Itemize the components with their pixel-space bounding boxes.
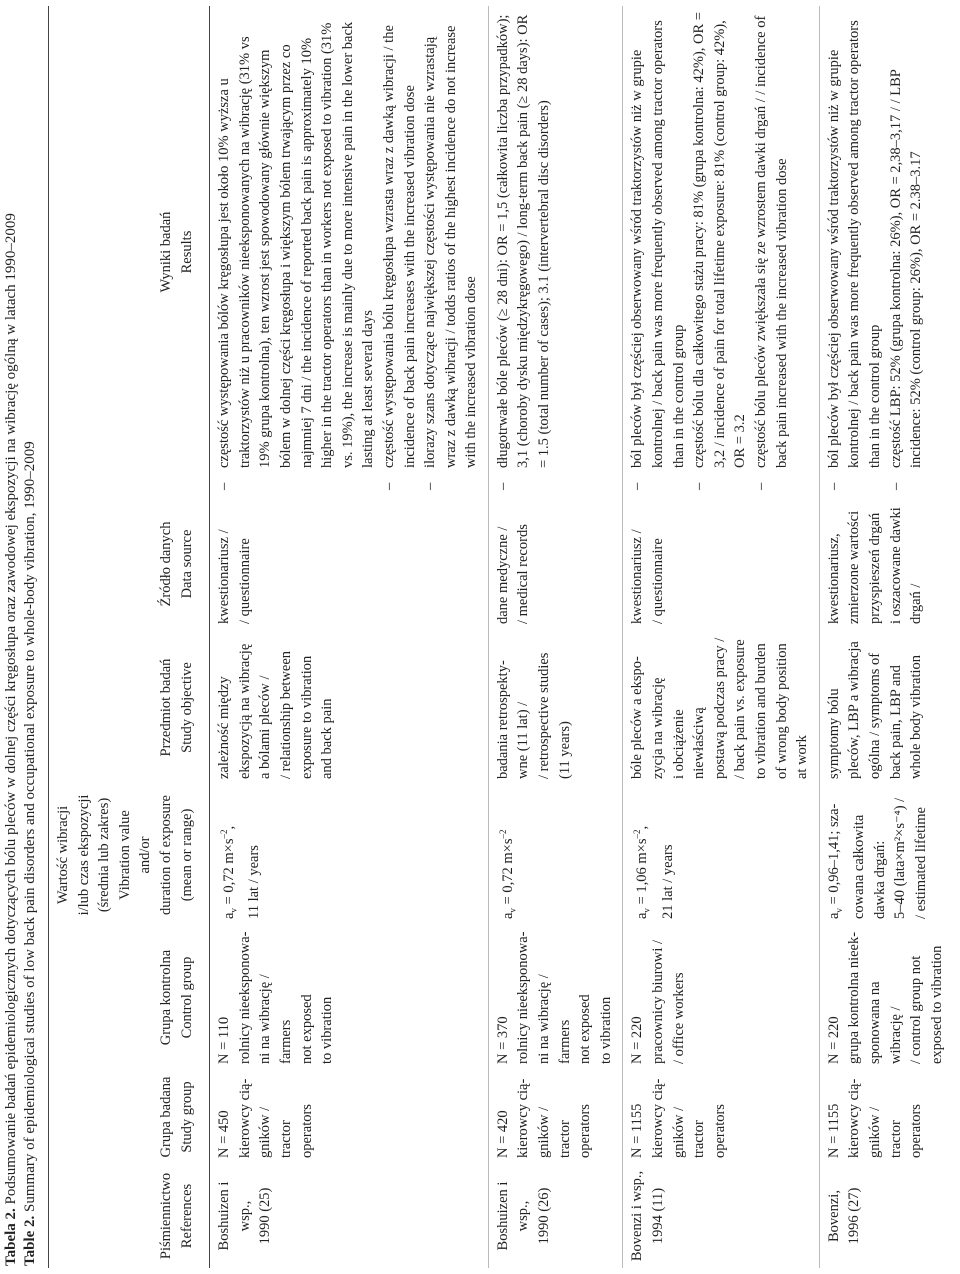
study-group-line: N = 450 — [216, 1110, 233, 1158]
objective-line: and back pain — [319, 698, 336, 779]
control-group-cell — [623, 925, 819, 1070]
table-row — [623, 6, 819, 1268]
objective-cell — [488, 630, 623, 785]
study-group-line: gników / tractor — [536, 1106, 573, 1158]
vibration-subscript: v — [228, 908, 239, 913]
vibration-subscript: v — [833, 908, 844, 913]
header-line: Grupa kontrolna — [157, 949, 174, 1046]
result-item: – częstość występowania bólów kręgosłupa jest około 10% wyższa u traktorzystów niż u pracowników nieeksponowanych na wibrację (31% vs 19% grupa kontrolna), ten wzrost jest spowodowany głównie większym bólem w dolnej części kręgosłupa i większym bólem trwającym przez co najmniej 7 dni / the incidence of reported back pain is approximately 10% higher in the tractor operators than in workers not exposed to vibration (31% vs. 19%), the increase is mainly due to more intensive pain in the lower back lasting at least several days — [214, 12, 379, 492]
header-line: Study objective — [178, 662, 195, 753]
vibration-cell — [819, 785, 953, 925]
data-source-line: / questionnaire — [650, 538, 667, 624]
caption-english — [21, 16, 40, 1266]
header-line: i/lub czas ekspozycji — [75, 794, 92, 916]
vibration-subscript: v — [642, 908, 653, 913]
control-group-line: sponowana na wibrację / — [866, 981, 904, 1064]
objective-line: / retrospective studies — [536, 652, 553, 779]
objective-line: wne (11 lat) / — [515, 701, 532, 779]
data-source-line: przyspieszeń drgań — [866, 512, 883, 624]
control-group-line: ni na wibrację / farmers — [536, 974, 573, 1064]
vibration-exponent: –2 — [497, 829, 508, 839]
vibration-subscript: v — [507, 908, 518, 913]
objective-line: at work — [794, 735, 811, 779]
header-line: (mean or range) — [178, 808, 195, 902]
result-item: – ilorazy szans dotyczące największej częstości występowania nie wzrastają wraz z dawką wibracji / todds ratios of the highest incidence do not increase with the increased vibration dose — [420, 12, 482, 492]
header-line: Results — [178, 230, 195, 274]
control-group-line: exposed to vibration — [928, 945, 945, 1064]
result-item: – częstość bólu dla całkowitego stażu pracy: 81% (grupa kontrolna: 42%), OR = 3,2 / incidence of pain for total lifetime exposure: 81% (control group: 42%), OR = 3.2 — [689, 12, 751, 492]
caption-english-prefix: Table 2. — [22, 1215, 38, 1266]
objective-line: / relationship between — [277, 650, 294, 779]
results-list — [214, 12, 482, 492]
vibration-line: $a_v = 1,06$ $m\times s^{-2}$, — [632, 825, 653, 919]
study-group-line: gników / tractor — [866, 1106, 904, 1158]
reference-line: Bovenzi, — [825, 1190, 842, 1242]
study-group-line: kierowcy cią- — [236, 1078, 253, 1158]
results-list — [627, 12, 792, 492]
objective-line: postawą podczas pracy / — [711, 637, 728, 779]
vibration-line: 11 lat / years — [246, 845, 263, 919]
objective-line: of wrong body position — [773, 643, 790, 779]
control-group-cell — [488, 925, 623, 1070]
objective-line: a bólami pleców / — [257, 675, 274, 779]
result-item: – częstość występowania bólu kręgosłupa wzrasta wraz z dawką wibracji / the incidence of back pain increases with the increased vibration dose — [379, 12, 420, 492]
vibration-exponent: –2 — [219, 829, 230, 839]
result-item: – częstość bólu pleców zwiększała się ze wzrostem dawki drgań / / incidence of back pain increased with the increased vibration dose — [751, 12, 792, 492]
control-group-line: / office workers — [670, 972, 687, 1064]
caption-polish-prefix: Tabela 2. — [3, 1208, 19, 1266]
study-group-line: operators — [298, 1104, 315, 1158]
study-group-cell — [210, 1070, 489, 1164]
table-body — [210, 6, 954, 1268]
control-group-line: N = 220 — [825, 1016, 842, 1064]
control-group-line: rolnicy nieeksponowa- — [236, 931, 253, 1064]
reference-line: 1994 (11) — [650, 1187, 667, 1245]
header-line: Study group — [178, 1081, 195, 1153]
result-item: – ból pleców był częściej obserwowany wśród traktorzystów niż w grupie kontrolnej / back pain was more frequently observed among tractor operators than in the control group — [627, 12, 689, 492]
data-source-line: kwestionariusz / — [629, 529, 646, 624]
control-group-cell — [819, 925, 953, 1070]
results-cell — [488, 6, 623, 498]
control-group-line: to vibration — [597, 996, 614, 1064]
header-line: (średnia lub zakres) — [96, 797, 113, 913]
control-group-cell — [210, 925, 489, 1070]
study-group-line: kierowcy cią- — [515, 1078, 532, 1158]
result-item: – częstość LBP: 52% (grupa kontrolna: 26%), OR = 2,38–3,17 / / LBP incidence: 52% (control group: 26%), OR = 2.38–3.17 — [886, 12, 927, 492]
studies-table — [48, 6, 953, 1268]
reference-line: Bovenzi i wsp., — [629, 1170, 646, 1262]
vibration-cell — [623, 785, 819, 925]
data-source-line: zmierzone wartości — [846, 510, 863, 624]
vibration-line: 21 lat / years — [659, 844, 676, 919]
study-group-line: N = 1155 — [825, 1103, 842, 1158]
vibration-cell — [488, 785, 623, 925]
vibration-line: $a_v = 0,72$ $m\times s^{-2}$, — [219, 825, 239, 919]
data-source-line: i oszacowane dawki — [887, 507, 904, 624]
results-list — [493, 12, 555, 492]
header-vibration-value — [49, 785, 210, 925]
reference-cell — [210, 1164, 489, 1268]
study-group-line: operators — [908, 1104, 925, 1158]
reference-line: Boshuizen i wsp., — [216, 1181, 253, 1251]
objective-line: (11 years) — [556, 721, 573, 779]
objective-cell — [623, 630, 819, 785]
study-group-line: operators — [711, 1104, 728, 1158]
data-source-cell — [623, 498, 819, 630]
vibration-line: 5–40 (lata×m²×s⁻⁴) / — [892, 797, 909, 919]
objective-line: to vibration and burden — [753, 643, 769, 779]
control-group-line: / control group not — [908, 955, 925, 1064]
objective-line: exposure to vibration — [298, 655, 315, 779]
header-data-source — [49, 498, 210, 630]
study-group-line: operators — [577, 1104, 594, 1158]
objective-line: ekspozycją na wibrację — [236, 643, 253, 779]
table-row — [210, 6, 489, 1268]
results-cell — [819, 6, 953, 498]
header-line: duration of exposure — [157, 795, 174, 915]
study-group-cell — [819, 1070, 953, 1164]
results-cell — [623, 6, 819, 498]
objective-line: badania retrospekty- — [494, 660, 511, 779]
data-source-line: / medical records — [515, 524, 532, 624]
control-group-line: N = 110 — [216, 1016, 233, 1064]
vibration-line: $a_v = 0,72$ $m\times s^{-2}$ — [497, 829, 518, 919]
objective-line: zycja na wibrację — [650, 677, 667, 779]
study-group-line: N = 1155 — [629, 1103, 646, 1158]
caption-polish — [2, 16, 21, 1266]
reference-line: 1990 (25) — [257, 1187, 274, 1245]
objective-line: bóle pleców a ekspo- — [629, 656, 646, 779]
header-line: Piśmiennictwo — [157, 1172, 174, 1260]
results-cell — [210, 6, 489, 498]
header-line: Control group — [178, 956, 195, 1039]
data-source-line: / questionnaire — [236, 538, 253, 624]
reference-line: 1990 (26) — [536, 1187, 553, 1245]
header-line: Vibration value and/or — [116, 810, 154, 900]
control-group-line: not exposed — [298, 994, 315, 1064]
caption-english-text: Summary of epidemiological studies of low back pain disorders and occupational exposure to whole-body vibration, 1990–2009 — [22, 441, 38, 1216]
data-source-cell — [488, 498, 623, 630]
header-line: Data source — [178, 529, 195, 599]
objective-line: i obciążenie niewłaściwą — [670, 707, 708, 779]
control-group-line: N = 370 — [494, 1016, 511, 1064]
header-line: Źródło danych — [157, 521, 174, 607]
data-source-cell — [210, 498, 489, 630]
data-source-cell — [819, 498, 953, 630]
objective-line: back pain, LBP and — [887, 665, 904, 779]
table-row — [819, 6, 953, 1268]
data-source-line: kwestionariusz, — [825, 533, 842, 624]
header-control-group — [49, 925, 210, 1070]
study-group-line: kierowcy cią- — [846, 1078, 863, 1158]
study-group-cell — [488, 1070, 623, 1164]
objective-cell — [210, 630, 489, 785]
table-caption — [2, 16, 40, 1266]
header-results — [49, 6, 210, 498]
objective-line: pleców, LBP a wibracja — [846, 641, 863, 779]
control-group-line: grupa kontrolna nieek- — [846, 931, 863, 1064]
control-group-line: N = 220 — [629, 1016, 646, 1064]
header-line: Grupa badana — [157, 1076, 174, 1158]
header-line: Wyniki badań — [157, 211, 174, 293]
data-source-line: dane medyczne / — [494, 526, 511, 624]
objective-line: symptomy bólu — [825, 688, 842, 779]
control-group-line: rolnicy nieeksponowa- — [515, 931, 532, 1064]
vibration-line: $a_v = 0,96-1,41$; sza- — [825, 803, 844, 919]
header-study-objective — [49, 630, 210, 785]
header-line: References — [178, 1183, 195, 1249]
results-list — [824, 12, 927, 492]
objective-cell — [819, 630, 953, 785]
caption-polish-text: Podsumowanie badań epidemiologicznych dotyczących bólu pleców w dolnej części kręgosłupa oraz zawodowej ekspozycji na wibrację ogólną w latach 1990–2009 — [3, 213, 19, 1209]
reference-cell — [623, 1164, 819, 1268]
study-group-line: N = 420 — [494, 1110, 511, 1158]
header-references — [49, 1164, 210, 1268]
reference-cell — [488, 1164, 623, 1268]
data-source-line: drgań / — [908, 583, 925, 624]
study-group-cell — [623, 1070, 819, 1164]
header-study-group — [49, 1070, 210, 1164]
objective-line: whole body vibration — [908, 654, 925, 779]
objective-line: ogólna / symptoms of — [866, 652, 883, 779]
data-source-line: kwestionariusz / — [216, 529, 233, 624]
control-group-line: not exposed — [577, 994, 594, 1064]
vibration-line: / estimated lifetime — [913, 807, 930, 919]
control-group-line: pracownicy biurowi / — [650, 939, 667, 1064]
study-group-line: gników / tractor — [257, 1106, 294, 1158]
control-group-line: ni na wibrację / farmers — [257, 974, 294, 1064]
reference-line: 1996 (27) — [846, 1187, 863, 1245]
study-group-line: kierowcy cią- — [650, 1078, 667, 1158]
header-line: Przedmiot badań — [157, 658, 174, 757]
table-header-row — [49, 6, 210, 1268]
vibration-line: cowana całkowita — [851, 814, 868, 919]
vibration-exponent: –2 — [632, 829, 643, 839]
vibration-line: dawka drgań: — [871, 840, 888, 919]
objective-line: zależność między — [216, 676, 233, 779]
vibration-cell — [210, 785, 489, 925]
result-item: – długotrwałe bóle pleców (≥ 28 dni): OR = 1,5 (całkowita liczba przypadków); 3,1 (choroby dysku międzykręgowego) / long-term back pain (≥ 28 days): OR = 1.5 (total number of cases); 3.1 (intervertebral disc disorders) — [493, 12, 555, 492]
reference-cell — [819, 1164, 953, 1268]
control-group-line: to vibration — [319, 996, 336, 1064]
header-line: Wartość wibracji — [55, 805, 71, 905]
result-item: – ból pleców był częściej obserwowany wśród traktorzystów niż w grupie kontrolnej / back pain was more frequently observed among tractor operators than in the control group — [824, 12, 886, 492]
table-row — [488, 6, 623, 1268]
reference-line: Boshuizen i wsp., — [494, 1181, 532, 1251]
objective-line: / back pain vs. exposure — [732, 639, 749, 779]
study-group-line: gników / tractor — [670, 1106, 708, 1158]
